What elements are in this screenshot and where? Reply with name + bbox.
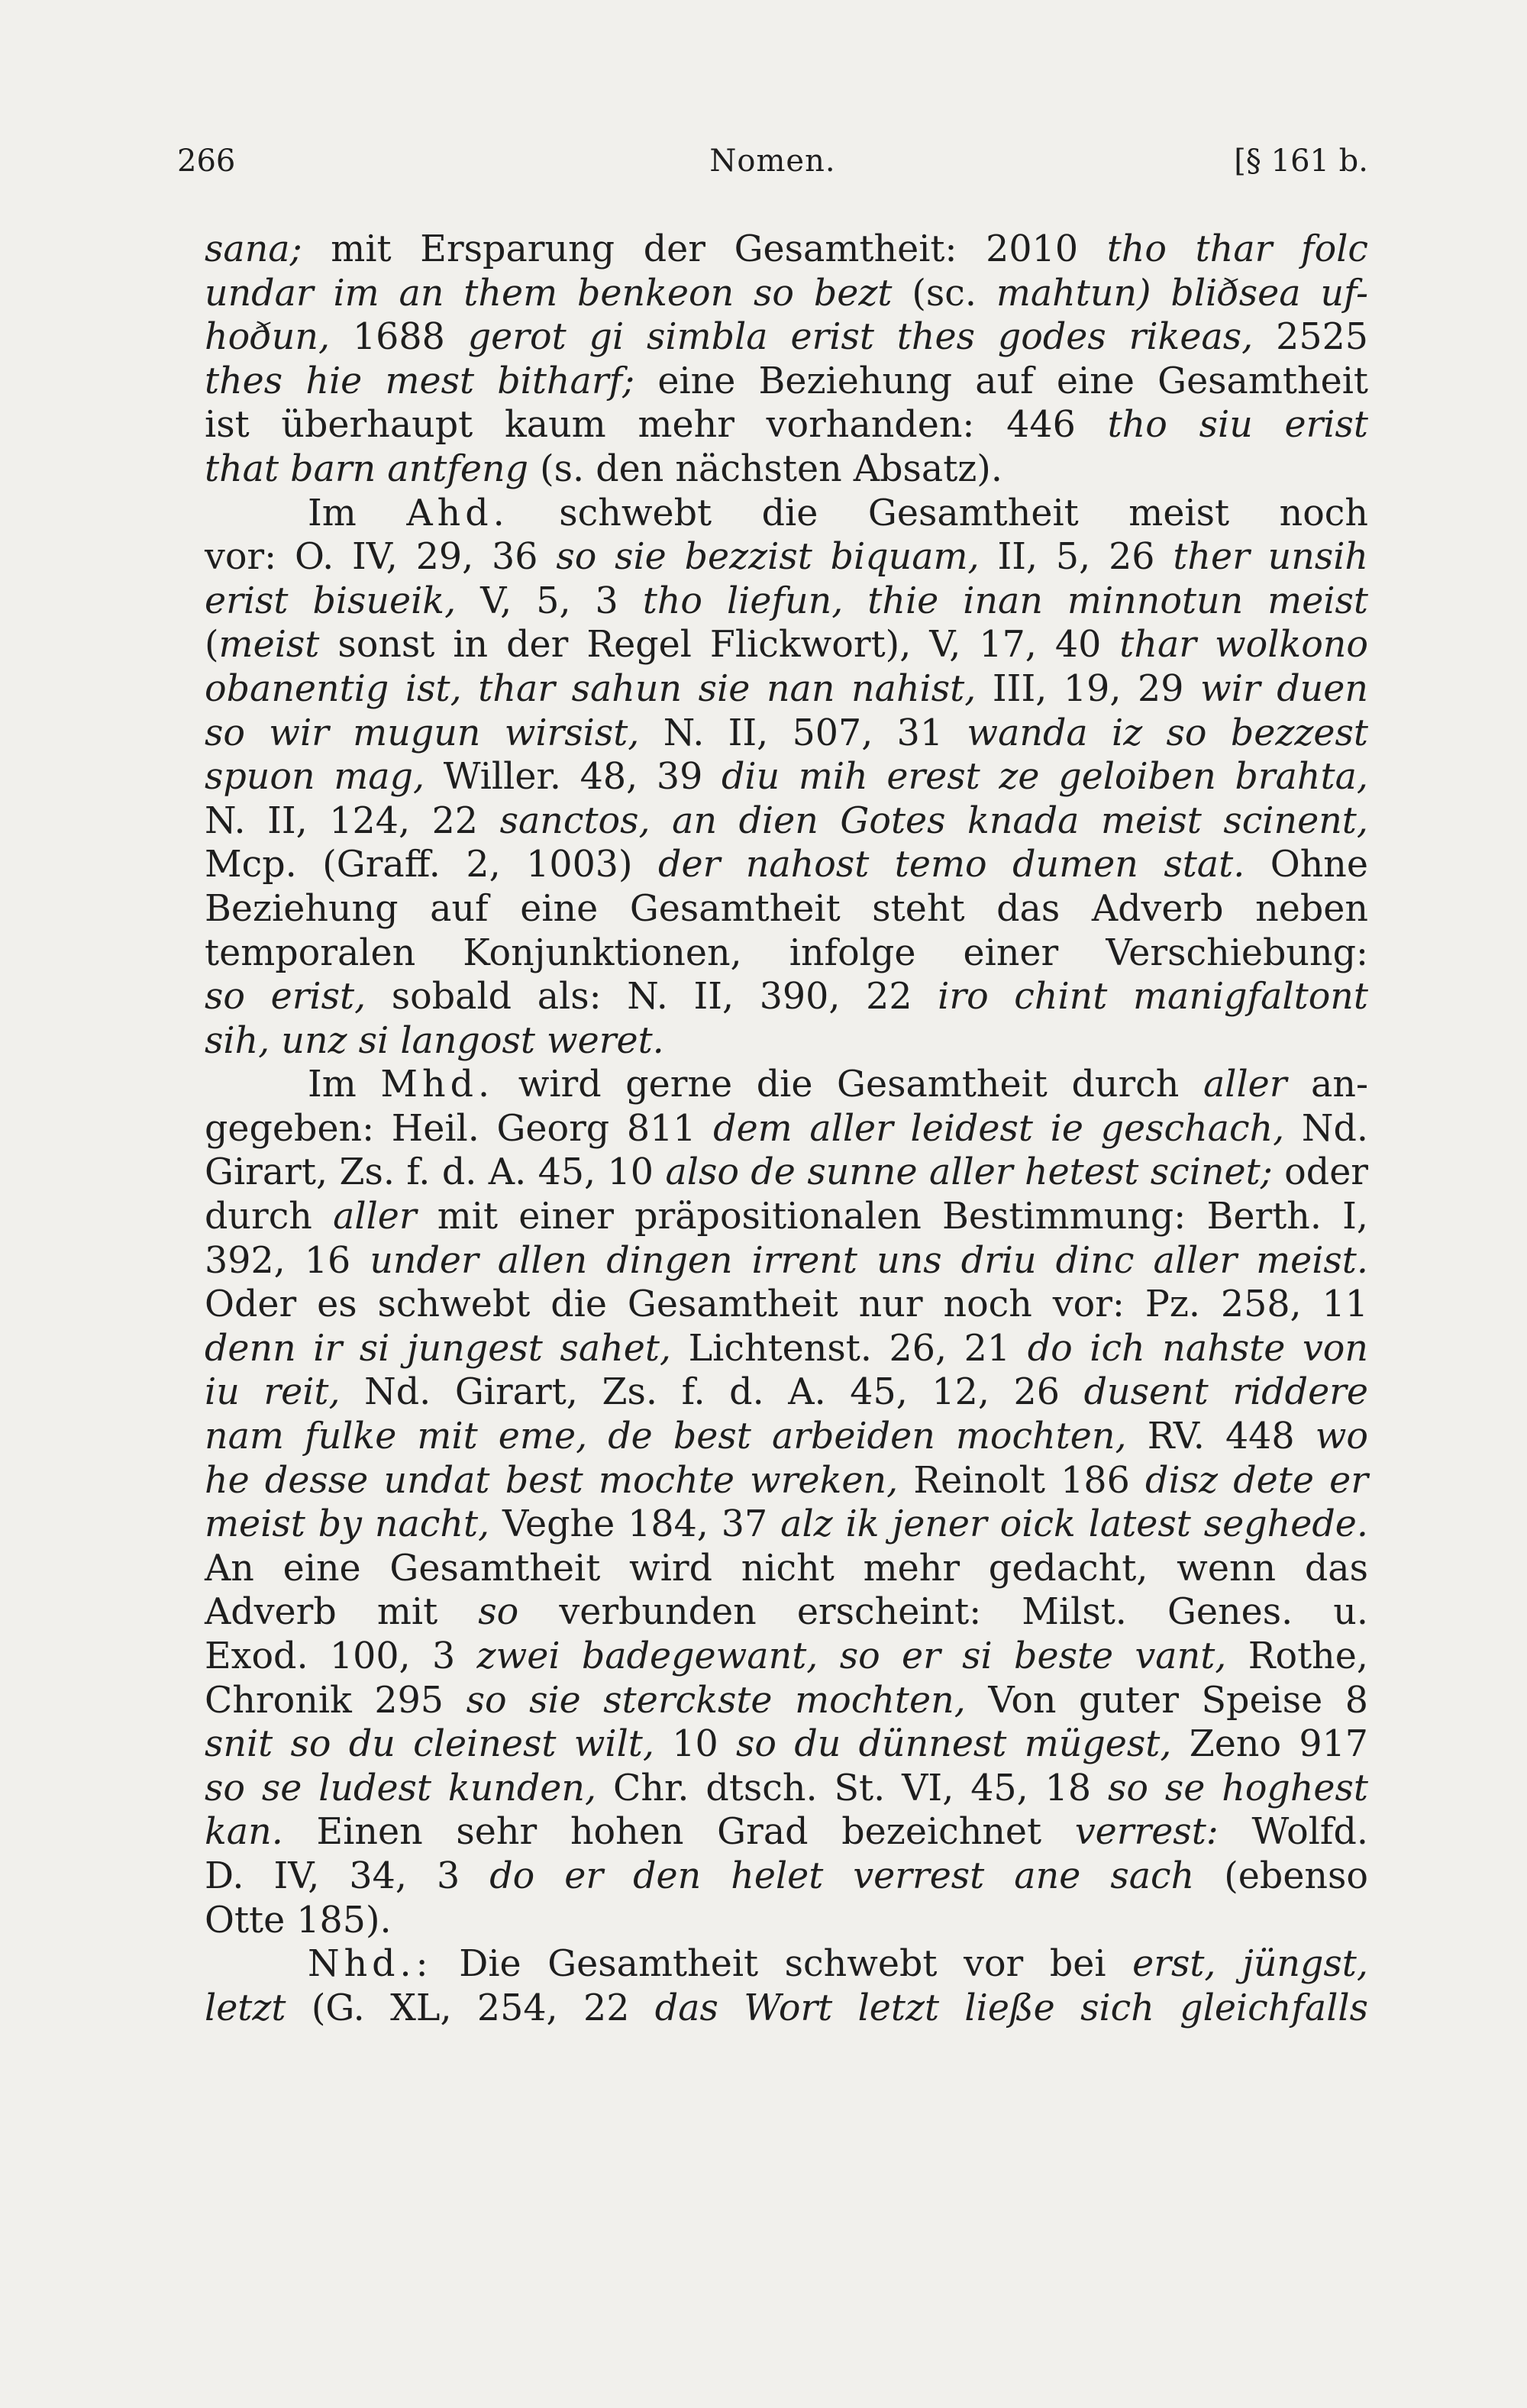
text-segment: Nd. <box>1284 1107 1368 1150</box>
text-segment: temporalen Konjunktionen, infolge einer Verschiebung: <box>205 931 1368 974</box>
text-line <box>205 1679 1368 1723</box>
italic-quote: meist by nacht, <box>205 1503 490 1546</box>
section-reference: [§ 161 b. <box>1234 144 1368 179</box>
text-segment: 2525 <box>1253 316 1369 359</box>
text-segment: Nd. Girart, Zs. f. d. A. 45, 12, 26 <box>340 1371 1084 1414</box>
text-segment: schwebt die Gesamtheit meist noch <box>508 492 1369 534</box>
text-segment: Wolfd. <box>1218 1811 1368 1854</box>
italic-quote: undar im an them benkeon so bezt <box>205 272 893 315</box>
text-segment: Die Gesamtheit schwebt vor bei <box>432 1943 1133 1986</box>
text-segment: an- <box>1286 1064 1369 1106</box>
text-segment: Adverb mit <box>205 1591 479 1634</box>
italic-quote: so sie bezzist biquam, <box>556 536 980 579</box>
italic-quote: sana; <box>205 228 302 270</box>
italic-quote: gerot gi simbla erist thes godes rikeas, <box>467 316 1254 359</box>
text-segment: D. IV, 34, 3 <box>205 1854 490 1897</box>
text-segment: (ebenso <box>1194 1854 1368 1897</box>
italic-quote: sanctos, an dien Gotes knada meist scinent, <box>499 799 1368 842</box>
text-line <box>205 447 1368 492</box>
text-line <box>205 1283 1368 1327</box>
text-line <box>205 1327 1368 1371</box>
text-segment: Beziehung auf eine Gesamtheit steht das Adverb neben <box>205 887 1368 930</box>
text-line <box>205 1019 1368 1064</box>
text-segment: wird gerne die Gesamtheit durch <box>494 1064 1203 1106</box>
text-segment: Otte 185). <box>205 1899 392 1942</box>
running-title: Nomen. <box>709 144 836 179</box>
text-segment: (G. XL, 254, 22 <box>286 1987 655 2029</box>
text-line <box>205 755 1368 799</box>
text-segment: eine Beziehung auf eine Gesamtheit <box>634 360 1368 402</box>
text-segment: Girart, Zs. f. d. A. 45, 10 <box>205 1151 666 1194</box>
text-segment: V, 5, 3 <box>456 579 643 622</box>
italic-quote: denn ir si jungest sahet, <box>205 1327 672 1370</box>
text-line <box>205 1722 1368 1767</box>
text-line <box>205 315 1368 360</box>
text-segment: vor: O. IV, 29, 36 <box>205 536 557 579</box>
text-segment: Mcp. (Graff. 2, 1003) <box>205 844 659 886</box>
italic-quote: that barn antfeng <box>205 447 528 490</box>
text-segment: (sc. <box>892 272 996 315</box>
italic-quote: snit so du cleinest wilt, <box>205 1723 654 1766</box>
body-text <box>205 228 1368 2030</box>
text-segment: Im <box>308 1064 381 1106</box>
text-segment: ( <box>205 624 219 667</box>
italic-quote: wo <box>1315 1415 1368 1458</box>
text-segment: III, 19, 29 <box>976 667 1201 710</box>
text-segment: durch <box>205 1196 334 1238</box>
text-segment: oder <box>1272 1151 1369 1194</box>
text-line <box>205 1547 1368 1591</box>
text-line <box>205 1899 1368 1943</box>
italic-quote: erist bisueik, <box>205 579 457 622</box>
text-segment: An eine Gesamtheit wird nicht mehr gedacht, wenn das <box>205 1547 1368 1590</box>
italic-quote: tho thar folc <box>1106 228 1368 270</box>
text-line <box>205 1942 1368 1987</box>
text-line <box>205 623 1368 667</box>
text-segment: 10 <box>654 1723 737 1766</box>
text-segment: gegeben: Heil. Georg 811 <box>205 1107 714 1150</box>
text-line <box>205 1151 1368 1195</box>
text-segment: Reinolt 186 <box>898 1459 1146 1502</box>
italic-quote: diu mih erest ze geloiben brahta, <box>722 756 1368 799</box>
italic-quote: do er den helet verrest ane sach <box>489 1854 1195 1897</box>
text-line <box>205 1635 1368 1679</box>
text-line <box>205 712 1368 756</box>
text-segment: Von guter Speise 8 <box>965 1679 1369 1722</box>
text-line <box>205 975 1368 1019</box>
text-segment: verbunden erscheint: Milst. Genes. u. <box>518 1591 1368 1634</box>
text-segment: Oder es schwebt die Gesamtheit nur noch vor: Pz. 258, 11 <box>205 1283 1368 1326</box>
text-line <box>205 799 1368 844</box>
text-segment: Rothe, <box>1226 1635 1368 1677</box>
italic-quote: nam fulke mit eme, de best arbeiden mochten, <box>205 1415 1127 1458</box>
italic-quote: kan. <box>205 1811 283 1854</box>
italic-quote: aller <box>333 1196 417 1238</box>
text-line <box>205 272 1368 316</box>
italic-quote: zwei badegewant, so er si beste vant, <box>476 1635 1227 1677</box>
text-segment: Mhd. <box>380 1064 495 1106</box>
text-line <box>205 843 1368 887</box>
text-segment: Ahd. <box>406 492 509 534</box>
text-line <box>205 1195 1368 1239</box>
italic-quote: thar wolkono <box>1119 624 1368 667</box>
italic-quote: do ich nahste von <box>1027 1327 1368 1370</box>
italic-quote: disz dete er <box>1145 1459 1368 1502</box>
text-segment: Zeno 917 <box>1171 1723 1369 1766</box>
italic-quote: ther unsih <box>1173 536 1368 579</box>
text-segment: ist überhaupt kaum mehr vorhanden: 446 <box>205 404 1108 447</box>
text-segment: sobald als: N. II, 390, 22 <box>366 976 938 1018</box>
text-line <box>205 1810 1368 1854</box>
italic-quote: erst, jüngst, <box>1132 1943 1368 1986</box>
italic-quote: iu reit, <box>205 1371 341 1414</box>
text-segment: II, 5, 26 <box>979 536 1173 579</box>
text-line <box>205 1239 1368 1283</box>
italic-quote: verrest: <box>1074 1811 1219 1854</box>
text-segment: 1688 <box>330 316 468 359</box>
text-segment: RV. 448 <box>1126 1415 1316 1458</box>
text-line <box>205 403 1368 447</box>
italic-quote: so wir mugun wirsist, <box>205 712 640 754</box>
italic-quote: obanentig ist, thar sahun sie nan nahist, <box>205 667 977 710</box>
running-header <box>177 144 1368 189</box>
italic-quote: thes hie mest bitharf; <box>205 360 635 402</box>
text-segment: Im <box>308 492 407 534</box>
text-line <box>205 1767 1368 1811</box>
italic-quote: dusent riddere <box>1083 1371 1368 1414</box>
text-segment: Lichtenst. 26, 21 <box>671 1327 1028 1370</box>
italic-quote: mahtun) bliðsea uf- <box>996 272 1368 315</box>
italic-quote: so se hoghest <box>1107 1767 1369 1809</box>
italic-quote: so <box>478 1591 519 1634</box>
italic-quote: wir duen <box>1200 667 1368 710</box>
text-line <box>205 931 1368 976</box>
italic-quote: alz ik jener oick latest seghede. <box>780 1503 1369 1546</box>
text-segment: Einen sehr hohen Grad bezeichnet <box>282 1811 1075 1854</box>
text-segment: Ohne <box>1245 844 1369 886</box>
text-line <box>205 1107 1368 1151</box>
text-line <box>205 1063 1368 1107</box>
italic-quote: tho liefun, thie inan minnotun meist <box>642 579 1368 622</box>
text-line <box>205 579 1368 624</box>
italic-quote: so erist, <box>205 976 366 1018</box>
italic-quote: letzt <box>205 1987 286 2029</box>
text-segment: sonst in der Regel Flickwort), V, 17, 40 <box>319 624 1120 667</box>
text-segment: mit Ersparung der Gesamtheit: 2010 <box>302 228 1107 270</box>
text-line <box>205 1415 1368 1459</box>
italic-quote: wanda iz so bezzest <box>967 712 1368 754</box>
italic-quote: tho siu erist <box>1107 404 1369 447</box>
text-segment: N. II, 124, 22 <box>205 799 500 842</box>
text-segment: (s. den nächsten Absatz). <box>528 447 1002 490</box>
italic-quote: so sie sterckste mochten, <box>466 1679 966 1722</box>
italic-quote: spuon mag, <box>205 756 425 799</box>
italic-quote: dem aller leidest ie geschach, <box>713 1107 1285 1150</box>
italic-quote: hoðun, <box>205 316 331 359</box>
italic-quote: meist <box>218 624 320 667</box>
text-line <box>205 535 1368 579</box>
text-line <box>205 1503 1368 1547</box>
text-segment: Willer. 48, 39 <box>425 756 722 799</box>
text-line <box>205 1854 1368 1899</box>
italic-quote: iro chint manigfaltont <box>938 976 1368 1018</box>
italic-quote: das Wort letzt ließe sich gleichfalls <box>654 1987 1368 2029</box>
text-line <box>205 1459 1368 1503</box>
text-line <box>205 492 1368 536</box>
italic-quote: under allen dingen irrent uns driu dinc aller meist. <box>370 1239 1368 1282</box>
italic-quote: so du dünnest mügest, <box>736 1723 1172 1766</box>
text-segment: Chr. dtsch. St. VI, 45, 18 <box>596 1767 1108 1809</box>
text-line <box>205 1370 1368 1415</box>
text-line <box>205 667 1368 712</box>
italic-quote: he desse undat best mochte wreken, <box>205 1459 899 1502</box>
text-line <box>205 1590 1368 1635</box>
text-line <box>205 228 1368 272</box>
text-segment: Veghe 184, 37 <box>489 1503 781 1546</box>
text-segment: 392, 16 <box>205 1239 370 1282</box>
text-segment: Chronik 295 <box>205 1679 466 1722</box>
italic-quote: der nahost temo dumen stat. <box>658 844 1245 886</box>
text-line <box>205 360 1368 404</box>
text-segment: Nhd.: <box>308 1943 433 1986</box>
italic-quote: also de sunne aller hetest scinet; <box>665 1151 1273 1194</box>
text-line <box>205 1987 1368 2031</box>
italic-quote: aller <box>1203 1064 1287 1106</box>
text-segment: mit einer präpositionalen Bestimmung: Berth. I, <box>416 1196 1368 1238</box>
page-number: 266 <box>177 144 236 179</box>
text-segment: Exod. 100, 3 <box>205 1635 477 1677</box>
italic-quote: sih, unz si langost weret. <box>205 1019 664 1062</box>
italic-quote: so se ludest kunden, <box>205 1767 597 1809</box>
text-line <box>205 887 1368 931</box>
text-segment: N. II, 507, 31 <box>639 712 967 754</box>
